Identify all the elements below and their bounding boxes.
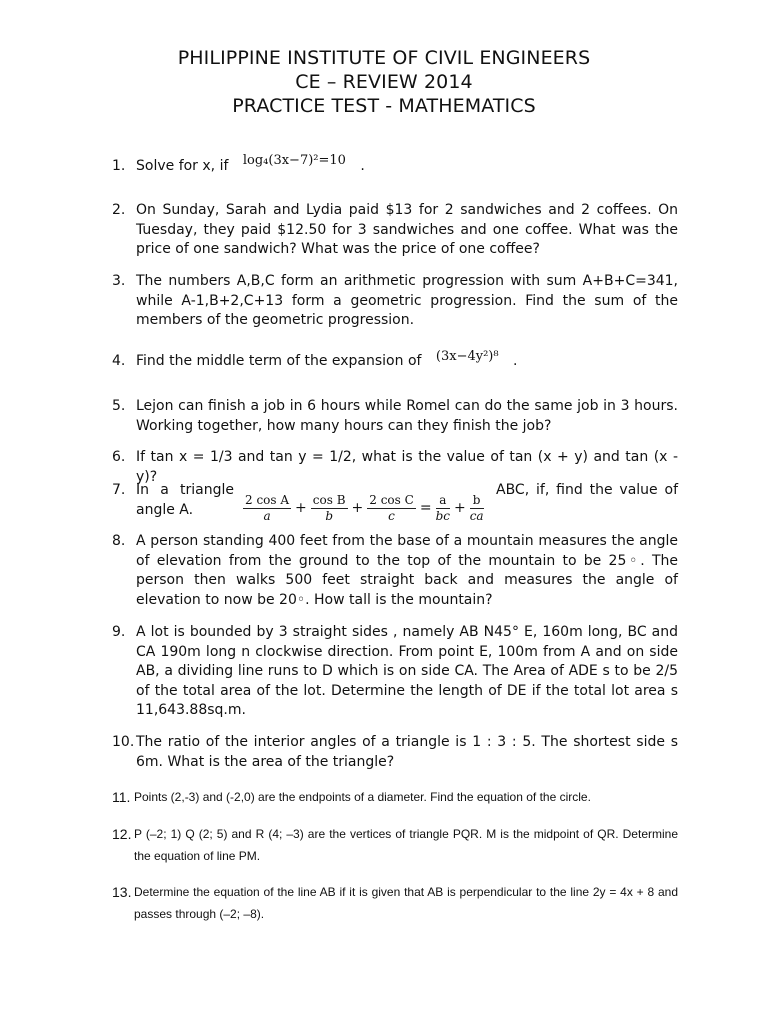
question-number: 6. bbox=[112, 449, 126, 465]
question-number: 4. bbox=[112, 353, 126, 369]
question-1 bbox=[112, 153, 678, 177]
question-number: 7. bbox=[112, 482, 126, 498]
fraction-term: $\frac{\text{2 cos A}}{a}$ bbox=[245, 493, 290, 523]
question-text-middle: ABC, if, find the value of bbox=[496, 482, 678, 498]
question-number: 2. bbox=[112, 202, 126, 218]
question-text: Lejon can finish a job in 6 hours while Romel can do the same job in 3 hours. Working together, how many hours can they finish the job? bbox=[136, 398, 678, 434]
question-text-end: . bbox=[360, 158, 365, 174]
question-2 bbox=[112, 201, 678, 260]
question-text: A lot is bounded by 3 straight sides , namely AB N45° E, 160m long, BC and CA 190m long n clockwise direction. From point E, 100m from A and on side AB, a dividing line runs to D which is on side CA. The Area of ADE s to be 2/5 of the total area of the lot. Determine the length of DE if the total lot area s 11,643.88sq.m. bbox=[136, 624, 678, 719]
question-text: P (–2; 1) Q (2; 5) and R (4; –3) are the vertices of triangle PQR. M is the midpoint of QR. Determine the equation of line PM. bbox=[134, 827, 678, 863]
fraction-term: $\frac{\text{cos B}}{b}$ bbox=[312, 493, 346, 523]
fraction-term: $\frac{a}{bc}$ bbox=[435, 493, 450, 523]
question-number: 11. bbox=[112, 789, 131, 805]
question-13 bbox=[112, 881, 678, 925]
question-text-end: angle A. bbox=[136, 502, 194, 518]
question-7 bbox=[112, 481, 678, 529]
question-text: Find the middle term of the expansion of bbox=[136, 353, 422, 369]
question-9 bbox=[112, 623, 678, 721]
question-text: Points (2,-3) and (-2,0) are the endpoints of a diameter. Find the equation of the circle. bbox=[134, 790, 591, 804]
fraction-term: $\frac{\text{2 cos C}}{c}$ bbox=[369, 493, 414, 523]
question-10 bbox=[112, 733, 678, 772]
document-header bbox=[0, 46, 768, 118]
question-formula: log₄(3x−7)²=10 bbox=[242, 153, 346, 168]
question-12 bbox=[112, 823, 678, 867]
question-text: If tan x = 1/3 and tan y = 1/2, what is the value of tan (x + y) and tan (x - y)? bbox=[136, 449, 678, 485]
question-text: The numbers A,B,C form an arithmetic progression with sum A+B+C=341, while A-1,B+2,C+13 form a geometric progression. Find the sum of the members of the geometric progression. bbox=[136, 273, 678, 329]
question-number: 10. bbox=[112, 734, 135, 750]
question-number: 3. bbox=[112, 273, 126, 289]
question-number: 13. bbox=[112, 884, 132, 900]
question-text: Solve for x, if bbox=[136, 158, 229, 174]
question-number: 1. bbox=[112, 158, 126, 174]
question-text-start: In a triangle bbox=[136, 482, 234, 498]
question-number: 12. bbox=[112, 826, 132, 842]
question-text: A person standing 400 feet from the base of a mountain measures the angle of elevation from the ground to the top of the mountain to be 25◦. The person then walks 500 feet straight back and measures the angle of elevation to now be 20◦. How tall is the mountain? bbox=[136, 533, 678, 608]
question-number: 8. bbox=[112, 533, 126, 549]
question-formula: $\frac{\text{2 cos A}}{a}$ + $\frac{\text{cos B}}{b}$ + $\frac{\text{2 cos C}}{c}$ = $\frac{a}{bc}$ + $\frac{b}{ca}$ bbox=[245, 493, 484, 523]
institute-title: PHILIPPINE INSTITUTE OF CIVIL ENGINEERS bbox=[177, 47, 591, 69]
question-3 bbox=[112, 272, 678, 331]
test-title: PRACTICE TEST - MATHEMATICS bbox=[232, 95, 536, 117]
question-8 bbox=[112, 532, 678, 610]
question-number: 5. bbox=[112, 398, 126, 414]
fraction-term: $\frac{b}{ca}$ bbox=[469, 493, 484, 523]
question-formula: (3x−4y²)⁸ bbox=[435, 349, 499, 364]
question-text-end: . bbox=[513, 353, 518, 369]
question-4 bbox=[112, 349, 678, 372]
question-5 bbox=[112, 397, 678, 436]
question-number: 9. bbox=[112, 624, 126, 640]
question-11 bbox=[112, 786, 678, 808]
review-title: CE – REVIEW 2014 bbox=[295, 71, 473, 93]
question-text: Determine the equation of the line AB if it is given that AB is perpendicular to the line 2y = 4x + 8 and passes through (–2; –8). bbox=[134, 885, 678, 921]
question-text: The ratio of the interior angles of a triangle is 1 : 3 : 5. The shortest side s 6m. What is the area of the triangle? bbox=[136, 734, 678, 770]
question-text: On Sunday, Sarah and Lydia paid $13 for 2 sandwiches and 2 coffees. On Tuesday, they paid $12.50 for 3 sandwiches and one coffee. What was the price of one sandwich? What was the price of one coffee? bbox=[136, 202, 678, 258]
